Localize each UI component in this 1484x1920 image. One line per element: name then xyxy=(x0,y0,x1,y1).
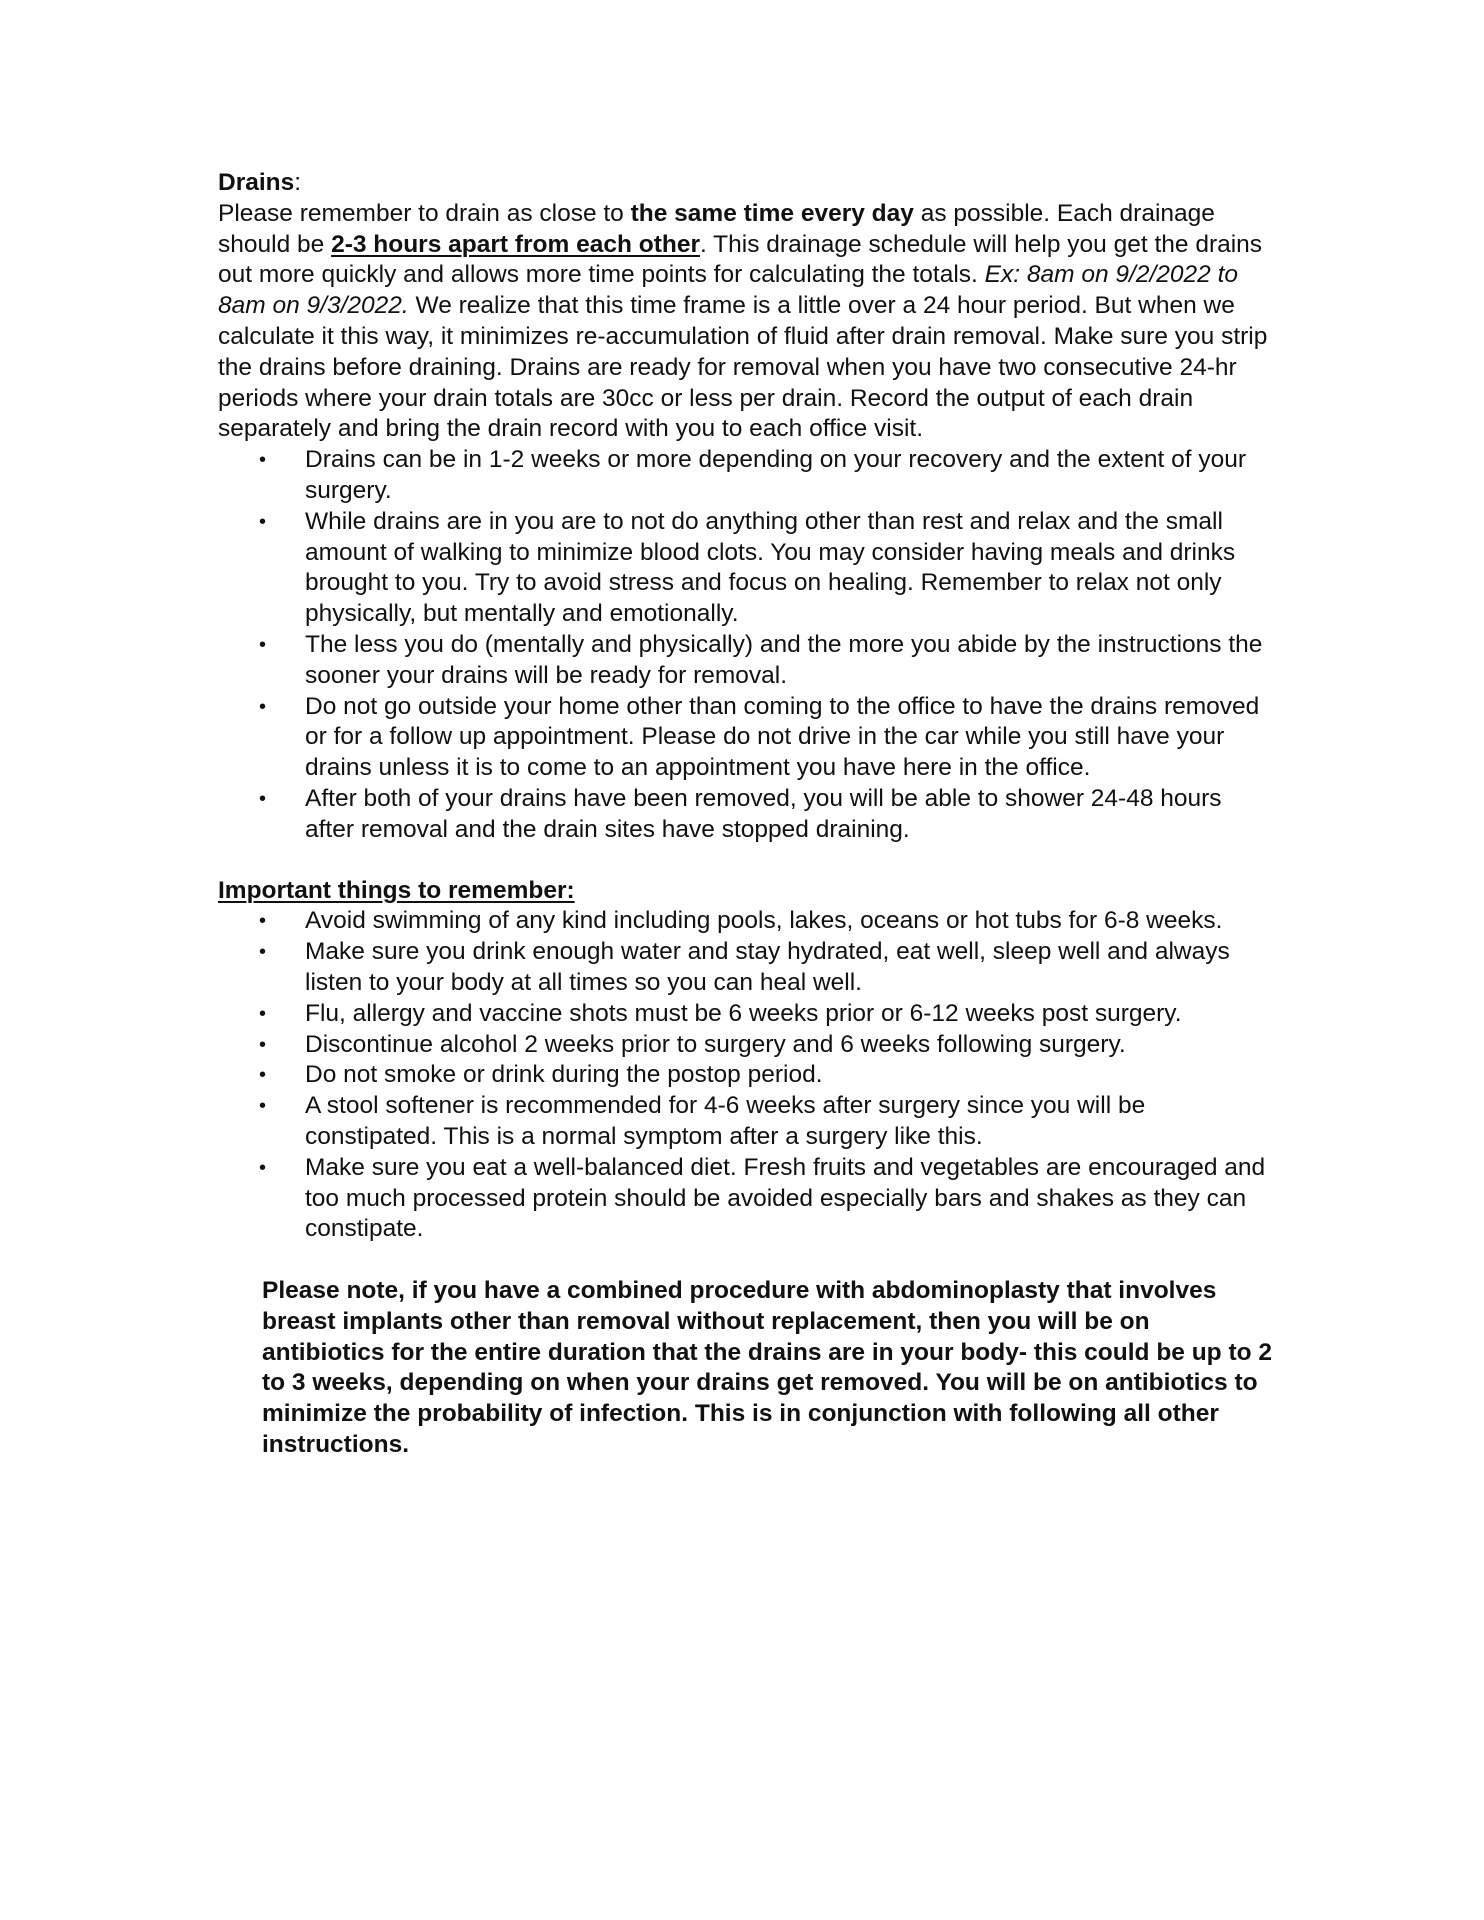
bullet-icon: • xyxy=(259,941,267,964)
drains-bullet-list xyxy=(218,445,1268,845)
drains-heading-colon: : xyxy=(294,169,302,196)
bullet-icon: • xyxy=(259,633,267,656)
intro-text-1: Please remember to drain as close to xyxy=(218,199,631,227)
list-item xyxy=(259,937,1268,999)
list-item-text: After both of your drains have been removed, you will be able to shower 24-48 hours after removal and the drain sites have stopped draining. xyxy=(305,784,1222,843)
important-bullet-list xyxy=(218,906,1268,1245)
list-item xyxy=(259,507,1268,630)
bullet-icon: • xyxy=(259,695,267,718)
list-item xyxy=(259,784,1268,846)
list-item xyxy=(259,630,1268,692)
example-dates: Ex: 8am on 9/2/2022 to 8am on 9/3/2022. xyxy=(218,261,1239,320)
list-item-text: Flu, allergy and vaccine shots must be 6 weeks prior or 6-12 weeks post surgery. xyxy=(305,999,1182,1027)
intro-text-3: . This drainage schedule will help you get the drains out more quickly and allows more time points for calculating the totals. xyxy=(218,230,1263,289)
list-item-text: Do not smoke or drink during the postop period. xyxy=(305,1061,823,1089)
list-item-text: Avoid swimming of any kind including pools, lakes, oceans or hot tubs for 6-8 weeks. xyxy=(305,907,1223,935)
list-item-text: A stool softener is recommended for 4-6 weeks after surgery since you will be constipated. This is a normal symptom after a surgery like this. xyxy=(305,1092,1146,1150)
bullet-icon: • xyxy=(259,510,267,533)
bullet-icon: • xyxy=(259,910,267,933)
bullet-icon: • xyxy=(259,1064,267,1087)
list-item xyxy=(259,1153,1268,1245)
document-page xyxy=(218,168,1273,1461)
intro-text-4: We realize that this time frame is a little over a 24 hour period. But when we calculate it this way, it minimizes re-accumulation of fluid after drain removal. Make sure you strip the drains before draining. Drains are ready for removal when you have two consecutive 24-hr periods where your drain totals are 30cc or less per drain. Record the output of each drain separately and bring the drain record with you to each office visit. xyxy=(218,292,1268,443)
intro-text-2: as possible. Each drainage should be xyxy=(218,199,1215,258)
bullet-icon: • xyxy=(259,1033,267,1056)
list-item-text: Make sure you drink enough water and stay hydrated, eat well, sleep well and always listen to your body at all times so you can heal well. xyxy=(305,938,1230,996)
list-item xyxy=(259,906,1268,937)
drains-intro-paragraph xyxy=(218,199,1268,445)
list-item-text: Discontinue alcohol 2 weeks prior to surgery and 6 weeks following surgery. xyxy=(305,1030,1126,1058)
bullet-icon: • xyxy=(259,1095,267,1118)
bullet-icon: • xyxy=(259,1156,267,1179)
antibiotics-note: Please note, if you have a combined procedure with abdominoplasty that involves breast implants other than removal without replacement, then you will be on antibiotics for the entire duration that the drains are in your body- this could be up to 2 to 3 weeks, depending on when your drains get removed. You will be on antibiotics to minimize the probability of infection. This is in conjunction with following all other instructions. xyxy=(262,1277,1273,1459)
list-item xyxy=(259,999,1268,1030)
list-item xyxy=(259,1030,1268,1061)
drains-heading-line xyxy=(218,168,1268,199)
list-item xyxy=(259,692,1268,784)
list-item xyxy=(259,1060,1268,1091)
drains-heading: Drains xyxy=(218,169,295,196)
list-item-text: Do not go outside your home other than coming to the office to have the drains removed or for a follow up appointment. Please do not drive in the car while you still have your drains unless it is to come to an appointment you have here in the office. xyxy=(305,692,1260,782)
bullet-icon: • xyxy=(259,787,267,810)
bullet-icon: • xyxy=(259,449,267,472)
list-item xyxy=(259,1091,1268,1153)
list-item-text: While drains are in you are to not do anything other than rest and relax and the small amount of walking to minimize blood clots. You may consider having meals and drinks brought to you. Try to avoid stress and focus on healing. Remember to relax not only physically, but mentally and emotionally. xyxy=(305,507,1236,628)
list-item xyxy=(259,445,1268,507)
list-item-text: The less you do (mentally and physically) and the more you abide by the instructions the sooner your drains will be ready for removal. xyxy=(305,630,1263,689)
same-time-emphasis: the same time every day xyxy=(630,199,914,227)
important-heading: Important things to remember: xyxy=(218,876,575,904)
list-item-text: Drains can be in 1-2 weeks or more depending on your recovery and the extent of your surgery. xyxy=(305,446,1247,504)
hours-apart-emphasis: 2-3 hours apart from each other xyxy=(331,230,701,258)
list-item-text: Make sure you eat a well-balanced diet. Fresh fruits and vegetables are encouraged and too much processed protein should be avoided especially bars and shakes as they can constipate. xyxy=(305,1153,1266,1243)
bullet-icon: • xyxy=(259,1002,267,1025)
